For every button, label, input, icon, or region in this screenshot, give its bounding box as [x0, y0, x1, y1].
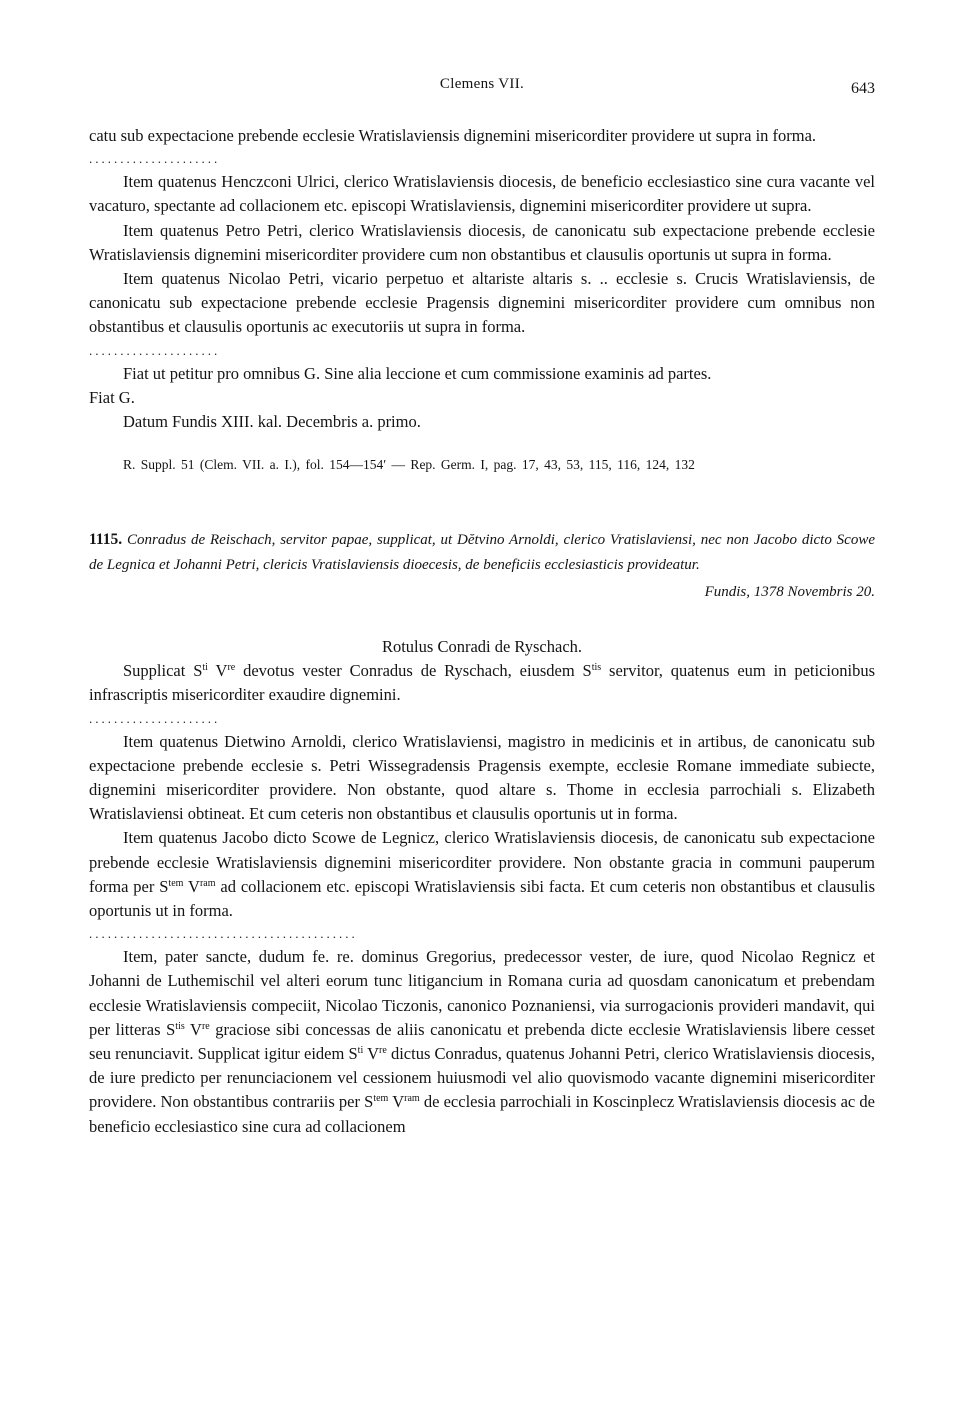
petition-nicolao: Item quatenus Nicolao Petri, vicario perpetuo et altariste altaris s. .. ecclesie s. Crucis Wratislaviensis, de canonicatu sub expectacione prebende ecclesie Pragensis dignemini misericorditer providere cum omnibus non obstantibus et clausulis oportunis ac executoriis ut supra in forma.: [89, 269, 875, 337]
entry-summary: Conradus de Reischach, servitor papae, supplicat, ut Dĕtvino Arnoldi, clerico Vratislaviensi, nec non Jacobo dicto Scowe de Legnica et Johanni Petri, clericis Vratislaviensis dioecesis, de beneficiis ecclesiasticis provideatur.: [89, 532, 875, 574]
omission-dots: ...........................................: [89, 926, 358, 942]
petition-henczconi: Item quatenus Henczconi Ulrici, clerico Wratislaviensis diocesis, de beneficio ecclesiastico sine cura vacante vel vacaturo, spectante ad collacionem etc. episcopi Wratislaviensis, dignemini misericorditer providere ut supra.: [89, 172, 875, 216]
petition-petro: Item quatenus Petro Petri, clerico Wratislaviensis diocesis, de canonicatu sub expectacione prebende ecclesie Wratislaviensis dignemini misericorditer providere cum non obstantibus et clausulis oportunis ut supra in forma.: [89, 220, 875, 264]
document-page: [89, 74, 875, 1139]
petition-pater-sancte: Item, pater sancte, dudum fe. re. dominus Gregorius, predecessor vester, de iure, quod Nicolao Regnicz et Johanni de Luthemischil vel alteri eorum tunc litigancium in Romana curia ad quosdam canonicatum et prebendam ecclesie Wratislaviensis compeciit, Nicolao Ticzonis, canonico Poznaniensi, via surrogacionis provideri mandavit, qui per litteras $S^{tis}$ Vre graciose sibi concessas de aliis canonicatu et prebenda dicte ecclesie Wratislaviensis libere cesset seu renunciavit. Supplicat igitur eidem $S^{ti}$ Vre dictus Conradus, quatenus Johanni Petri, clerico Wratislaviensis diocesis, de iure predicto per renunciacionem vel cessionem huiusmodi vel alio quovismodo vacante dignemini misericorditer providere. Non obstantibus contrariis per $S^{tem}$ $V^{ram}$ de ecclesia parrochiali in Koscinplecz Wratislaviensis diocesis ac de beneficio ecclesiastico sine cura ad collacionem: [89, 947, 876, 1136]
entry-place-date: Fundis, 1378 Novembris 20.: [704, 584, 875, 601]
rotulus-title: Rotulus Conradi de Ryschach.: [381, 637, 583, 657]
fiat-line: Fiat ut petitur pro omnibus G. Sine alia leccione et cum commissione examinis ad partes.: [123, 363, 712, 383]
petition-jacobo: Item quatenus Jacobo dicto Scowe de Legnicz, clerico Wratislaviensis diocesis, de canonicatu sub expectacione prebende ecclesie Wratislaviensis dignemini misericorditer providere. Non obstante gracia in communi pauperum forma per $S^{tem}$ $V^{ram}$ ad collacionem etc. episcopi Wratislaviensis sibi facta. Et cum ceteris non obstantibus et clausulis oportunis ut in forma.: [89, 828, 875, 921]
datum-line: Datum Fundis XIII. kal. Decembris a. primo.: [123, 412, 421, 432]
continued-paragraph: catu sub expectacione prebende ecclesie Wratislaviensis dignemini misericorditer providere ut supra in forma.: [89, 126, 817, 145]
omission-dots: .....................: [89, 342, 221, 358]
fiat-signature: Fiat G.: [89, 387, 135, 407]
rotulus-intro: Supplicat $S^{ti}$ Vre devotus vester Conradus de Ryschach, eiusdem $S^{tis}$ servitor, quatenus eum in peticionibus infrascriptis misericorditer exaudire dignemini.: [89, 661, 875, 705]
omission-dots: .....................: [89, 151, 221, 167]
entry-heading: [89, 527, 875, 578]
running-title: Clemens VII.: [439, 76, 525, 92]
entry-number: 1115.: [89, 531, 123, 549]
archival-reference: R. Suppl. 51 (Clem. VII. a. I.), fol. 154—154′ — Rep. Germ. I, pag. 17, 43, 53, 115, 116, 124, 132: [123, 457, 695, 473]
page-number: 643: [851, 80, 875, 97]
omission-dots: .....................: [89, 710, 221, 726]
running-header: [89, 74, 875, 100]
petition-dietwino: Item quatenus Dietwino Arnoldi, clerico Wratislaviensi, magistro in medicinis et in artibus, de canonicatu sub expectacione prebende ecclesie s. Petri Wissegradensis Pragensis exempte, ecclesie Romane immediate subiecte, dignemini misericorditer providere. Non obstante, quod altare s. Thome in ecclesia parrochiali s. Elizabeth Wratislaviensi obtineat. Et cum ceteris non obstantibus et clausulis oportunis ut in forma.: [89, 731, 875, 824]
